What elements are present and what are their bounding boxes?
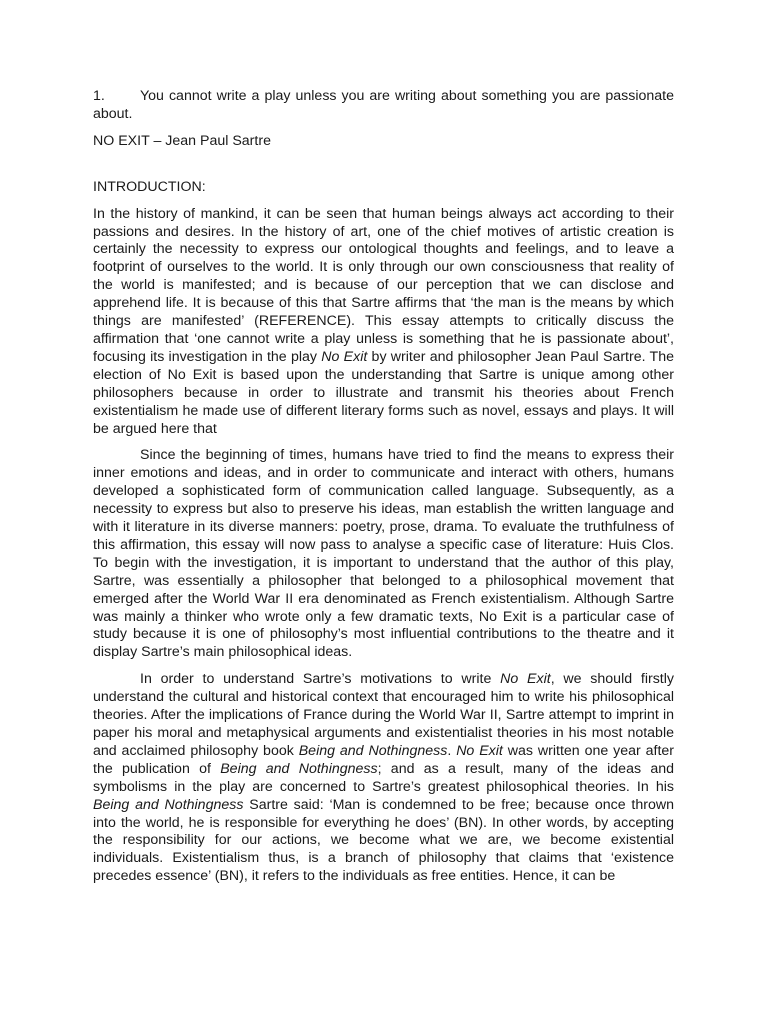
- italic-title: No Exit: [321, 348, 368, 365]
- text-run: .: [447, 742, 457, 759]
- play-heading: NO EXIT – Jean Paul Sartre: [93, 132, 271, 149]
- text-run: In order to understand Sartre’s motivations to write: [140, 671, 501, 688]
- italic-title: No Exit: [456, 742, 503, 759]
- numbered-item: [93, 88, 674, 124]
- paragraph-language: Since the beginning of times, humans have tried to find the means to express their inner emotions and ideas, and in order to communicate and interact with others, humans developed a sophisticated form of communication called language. Subsequently, as a necessity to express but also to preserve his ideas, man establish the written language and with it literature in its diverse manners: poetry, prose, drama. To evaluate the truthfulness of this affirmation, this essay will now pass to analyse a specific case of literature: Huis Clos. To begin with the investigation, it is important to understand that the author of this play, Sartre, was essentially a philosopher that belonged to a philosophical movement that emerged after the World War II era denominated as French existentialism. Although Sartre was mainly a thinker who wrote only a few dramatic texts, No Exit is a particular case of study because it is one of philosophy’s most influential contributions to the theatre and it display Sartre’s main philosophical ideas.: [93, 447, 674, 661]
- item-text: You cannot write a play unless you are writing about something you are passionate about.: [93, 88, 674, 122]
- italic-title: No Exit: [500, 671, 551, 688]
- text-run: Sartre said: ‘Man is condemned to be free; because once thrown into the world, he is responsible for everything he does’ (BN). In other words, by accepting the responsibility for our actions, we become what we are, we become existential individuals. Existentialism thus, is a branch of philosophy that claims that ‘existence precedes essence’ (BN), it refers to the individuals as free entities. Hence, it can be: [93, 796, 674, 885]
- paragraph-context: [93, 671, 674, 886]
- item-number: 1.: [93, 88, 105, 104]
- italic-title: Being and Nothingness: [298, 742, 448, 759]
- section-heading: INTRODUCTION:: [93, 178, 206, 195]
- text-run: In the history of mankind, it can be seen that human beings always act according to their passions and desires. In the history of art, one of the chief motives of artistic creation is certainly the necessity to express our ontological thoughts and feelings, and to leave a footprint of ourselves to the world. It is only through our own consciousness that reality of the world is manifested; and is because of our perception that we can disclose and apprehend life. It is because of this that Sartre affirms that ‘the man is the means by which things are manifested’ (REFERENCE). This essay attempts to critically discuss the affirmation that ‘one cannot write a play unless is something that he is passionate about’, focusing its investigation in the play: [93, 205, 674, 365]
- text-run: ; and as a result, many of the ideas and symbolisms in the play are concerned to Sartre’s greatest philosophical theories. In his: [93, 760, 675, 795]
- text-run: , we should firstly understand the cultural and historical context that encouraged him to write his philosophical theories. After the implications of France during the World War II, Sartre attempt to imprint in paper his moral and metaphysical arguments and existentialist theories in his most notable and acclaimed philosophy book: [93, 671, 674, 759]
- italic-title: Being and Nothingness: [220, 760, 378, 777]
- paragraph-introduction: [93, 206, 674, 439]
- document-page: [93, 88, 674, 895]
- text-run: by writer and philosopher Jean Paul Sartre. The election of No Exit is based upon the understanding that Sartre is unique among other philosophers because in order to illustrate and transmit his theories about French existentialism he made use of different literary forms such as novel, essays and plays. It will be argued here that: [93, 348, 674, 437]
- italic-title: Being and Nothingness: [93, 796, 244, 813]
- text-run: was written one year after the publication of: [93, 742, 675, 777]
